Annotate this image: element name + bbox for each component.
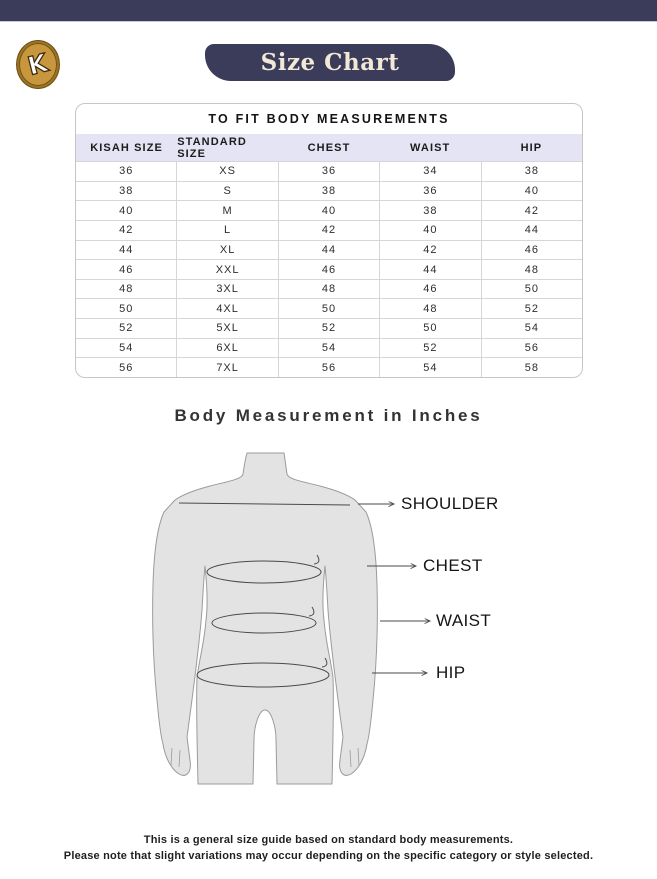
table-cell: 36 bbox=[379, 182, 480, 201]
shoulder-label: SHOULDER bbox=[401, 494, 499, 513]
table-row bbox=[76, 298, 582, 318]
table-cell: 54 bbox=[119, 342, 134, 355]
table-cell: 4XL bbox=[176, 299, 277, 318]
table-cell: 54 bbox=[278, 339, 379, 358]
table-cell: 38 bbox=[379, 201, 480, 220]
table-cell: 50 bbox=[119, 302, 134, 315]
table-row bbox=[76, 318, 582, 338]
table-cell: 48 bbox=[481, 260, 582, 279]
top-navy-bar bbox=[0, 0, 657, 22]
table-cell: 40 bbox=[379, 221, 480, 240]
chest-label: CHEST bbox=[423, 556, 483, 575]
table-cell: 50 bbox=[379, 319, 480, 338]
table-cell: 50 bbox=[278, 299, 379, 318]
page-title: Size Chart bbox=[260, 49, 400, 76]
table-cell: 52 bbox=[278, 319, 379, 338]
table-row bbox=[76, 181, 582, 201]
table-cell: 48 bbox=[379, 299, 480, 318]
table-row bbox=[76, 259, 582, 279]
table-cell: XS bbox=[176, 162, 277, 181]
table-row bbox=[76, 279, 582, 299]
table-cell: 46 bbox=[379, 280, 480, 299]
table-row bbox=[76, 161, 582, 181]
table-cell: 38 bbox=[119, 184, 134, 197]
table-cell: 46 bbox=[481, 241, 582, 260]
table-cell: 3XL bbox=[176, 280, 277, 299]
table-cell: 56 bbox=[278, 358, 379, 377]
column-header-hip: HIP bbox=[520, 141, 543, 154]
table-cell: L bbox=[176, 221, 277, 240]
table-cell: 48 bbox=[278, 280, 379, 299]
table-row bbox=[76, 240, 582, 260]
table-cell: S bbox=[176, 182, 277, 201]
table-cell: 52 bbox=[119, 322, 134, 335]
table-cell: 7XL bbox=[176, 358, 277, 377]
table-cell: 56 bbox=[119, 361, 134, 374]
column-header-waist: WAIST bbox=[410, 141, 451, 154]
table-cell: 54 bbox=[481, 319, 582, 338]
column-header-chest: CHEST bbox=[307, 141, 351, 154]
table-cell: 52 bbox=[379, 339, 480, 358]
table-cell: 34 bbox=[379, 162, 480, 181]
table-cell: 46 bbox=[119, 263, 134, 276]
table-header-row bbox=[76, 134, 582, 161]
table-cell: 44 bbox=[379, 260, 480, 279]
table-title: TO FIT BODY MEASUREMENTS bbox=[208, 112, 450, 126]
table-cell: 56 bbox=[481, 339, 582, 358]
disclaimer-line-1: This is a general size guide based on standard body measurements. bbox=[143, 834, 514, 846]
table-cell: M bbox=[176, 201, 277, 220]
table-cell: 46 bbox=[278, 260, 379, 279]
table-cell: 58 bbox=[481, 358, 582, 377]
table-cell: 38 bbox=[278, 182, 379, 201]
table-cell: 44 bbox=[481, 221, 582, 240]
table-cell: 40 bbox=[481, 182, 582, 201]
kisah-logo-letter: K bbox=[25, 48, 51, 81]
table-cell: 40 bbox=[278, 201, 379, 220]
kisah-logo bbox=[17, 41, 59, 88]
table-row bbox=[76, 200, 582, 220]
table-cell: XXL bbox=[176, 260, 277, 279]
table-cell: XL bbox=[176, 241, 277, 260]
table-cell: 36 bbox=[119, 165, 134, 178]
disclaimer bbox=[0, 833, 657, 864]
table-cell: 44 bbox=[278, 241, 379, 260]
table-row bbox=[76, 357, 582, 377]
table-row bbox=[76, 338, 582, 358]
table-cell: 42 bbox=[119, 224, 134, 237]
column-header-standard-size: STANDARD SIZE bbox=[177, 135, 247, 160]
table-cell: 42 bbox=[379, 241, 480, 260]
table-cell: 5XL bbox=[176, 319, 277, 338]
table-cell: 50 bbox=[481, 280, 582, 299]
table-cell: 44 bbox=[119, 243, 134, 256]
size-chart-banner bbox=[205, 44, 455, 81]
table-cell: 42 bbox=[278, 221, 379, 240]
table-cell: 36 bbox=[278, 162, 379, 181]
table-cell: 40 bbox=[119, 204, 134, 217]
table-row bbox=[76, 220, 582, 240]
table-cell: 48 bbox=[119, 283, 134, 296]
diagram-heading: Body Measurement in Inches bbox=[174, 406, 483, 425]
table-cell: 6XL bbox=[176, 339, 277, 358]
size-table bbox=[75, 103, 583, 378]
hip-label: HIP bbox=[436, 663, 466, 682]
table-cell: 42 bbox=[481, 201, 582, 220]
column-header-kisah-size: KISAH SIZE bbox=[90, 141, 163, 154]
disclaimer-line-2: Please note that slight variations may occur depending on the specific category or style selected. bbox=[63, 849, 594, 862]
table-cell: 38 bbox=[481, 162, 582, 181]
table-cell: 54 bbox=[379, 358, 480, 377]
table-cell: 52 bbox=[481, 299, 582, 318]
waist-label: WAIST bbox=[436, 611, 492, 630]
table-body bbox=[76, 161, 582, 377]
